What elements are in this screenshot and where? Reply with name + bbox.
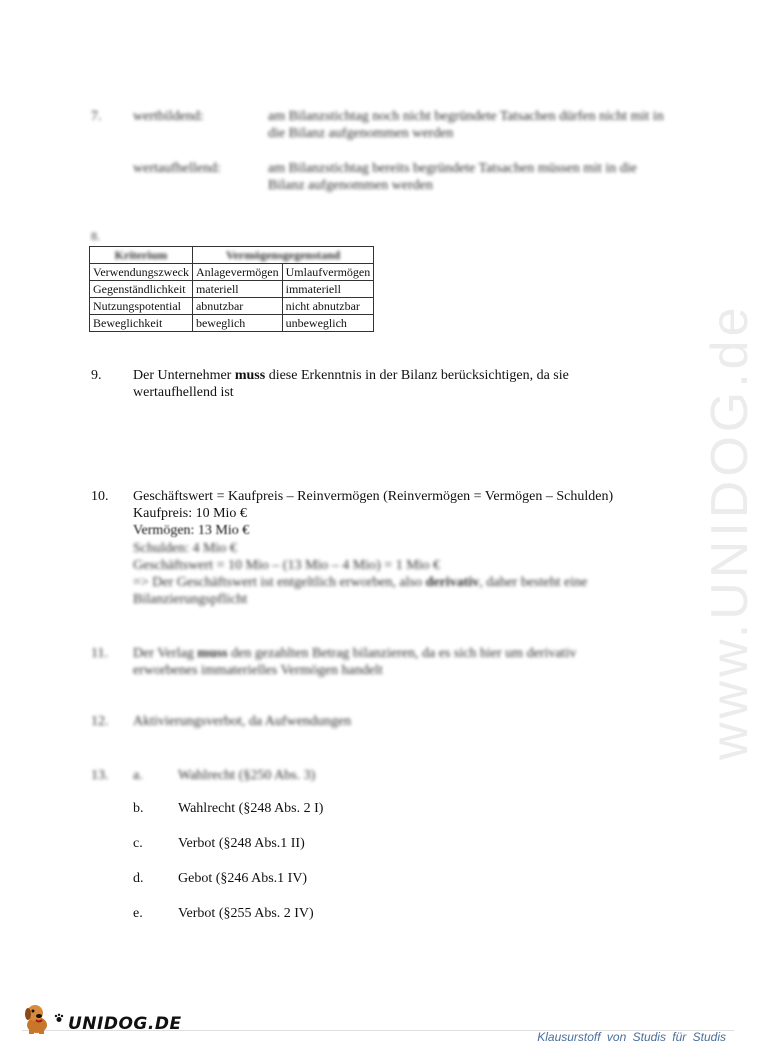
table-cell: beweglich	[192, 315, 282, 332]
conclusion-line-2: Bilanzierungspflicht	[133, 592, 248, 607]
item-letter: d.	[133, 871, 144, 886]
item-letter: c.	[133, 836, 143, 851]
emphasis: muss	[197, 646, 228, 661]
answer-11-line2: erworbenes immaterielles Vermögen handelt	[133, 663, 383, 678]
conclusion-line	[133, 574, 587, 591]
schulden-line: Schulden: 4 Mio €	[133, 541, 237, 556]
item-letter: a.	[133, 768, 143, 783]
item-text: Wahlrecht (§248 Abs. 2 I)	[178, 801, 324, 816]
term-wertaufhellend: wertaufhellend:	[133, 161, 221, 176]
table-cell: unbeweglich	[282, 315, 374, 332]
answer-number: 11.	[91, 646, 108, 661]
emphasis: derivativ	[425, 575, 480, 590]
table-row	[90, 315, 374, 332]
table-header-cell	[192, 247, 373, 264]
answer-text: Aktivierungsverbot, da Aufwendungen	[133, 714, 352, 729]
vermoegen-line: Vermögen: 13 Mio €	[133, 523, 250, 538]
dog-icon	[22, 1001, 52, 1040]
calculation-line: Geschäftswert = 10 Mio – (13 Mio – 4 Mio) = 1 Mio €	[133, 558, 441, 573]
answer-number: 12.	[91, 714, 109, 729]
item-letter: e.	[133, 906, 143, 921]
answer-number-8: 8.	[91, 229, 100, 243]
text-fragment: den gezahlten Betrag bilanzieren, da es sich hier um derivativ	[227, 646, 577, 661]
table-cell: nicht abnutzbar	[282, 298, 374, 315]
item-text: Verbot (§248 Abs.1 II)	[178, 836, 305, 851]
answer-text	[133, 367, 673, 384]
term-wertbildend: wertbildend:	[133, 109, 204, 124]
paw-icon	[54, 1010, 64, 1028]
formula-line: Geschäftswert = Kaufpreis – Reinvermögen (Reinvermögen = Vermögen – Schulden)	[133, 489, 614, 504]
table-cell: Verwendungszweck	[90, 264, 193, 281]
item-text: Gebot (§246 Abs.1 IV)	[178, 871, 308, 886]
logo-text: UNIDOG.DE	[68, 1014, 182, 1034]
table-cell: Umlaufvermögen	[282, 264, 374, 281]
table-cell: abnutzbar	[192, 298, 282, 315]
emphasis: muss	[234, 368, 266, 383]
criteria-table	[89, 246, 374, 332]
kaufpreis-line: Kaufpreis: 10 Mio €	[133, 506, 247, 521]
unidog-logo[interactable]	[22, 1000, 182, 1040]
answer-9-line2: wertaufhellend ist	[133, 385, 234, 400]
text-fragment: Der Unternehmer	[133, 368, 235, 383]
answer-number: 13.	[91, 768, 109, 783]
definition-wertbildend: am Bilanzstichtag noch nicht begründete Tatsachen dürfen nicht mit in die Bilanz aufgenommen werden	[268, 109, 664, 141]
table-cell: Gegenständlichkeit	[90, 281, 193, 298]
table-cell: Nutzungspotential	[90, 298, 193, 315]
answer-number: 9.	[91, 368, 102, 383]
text-fragment: , daher besteht eine	[479, 575, 588, 590]
text-fragment: Der Verlag	[133, 646, 198, 661]
answer-text	[133, 645, 673, 662]
table-cell: Anlagevermögen	[192, 264, 282, 281]
table-cell: Beweglichkeit	[90, 315, 193, 332]
text-fragment: => Der Geschäftswert ist entgeltlich erworben, also	[133, 575, 426, 590]
table-row	[90, 281, 374, 298]
text-fragment: diese Erkenntnis in der Bilanz berücksichtigen, da sie	[265, 368, 569, 383]
answer-number: 10.	[91, 489, 109, 504]
table-row	[90, 298, 374, 315]
table-header-row	[90, 247, 374, 264]
table-header-cell	[90, 247, 193, 264]
table-cell: immateriell	[282, 281, 374, 298]
header-criterion: Kriterium	[114, 248, 168, 262]
table-cell: materiell	[192, 281, 282, 298]
definition-wertaufhellend: am Bilanzstichtag bereits begründete Tatsachen müssen mit in die Bilanz aufgenommen werden	[268, 161, 637, 193]
header-asset: Vermögensgegenstand	[225, 248, 341, 262]
item-text: Wahlrecht (§250 Abs. 3)	[178, 768, 316, 783]
item-text: Verbot (§255 Abs. 2 IV)	[178, 906, 314, 921]
answer-number: 7.	[91, 109, 102, 124]
table-row	[90, 264, 374, 281]
footer-tagline: Klausurstoff von Studis für Studis	[537, 1030, 726, 1044]
item-letter: b.	[133, 801, 144, 816]
watermark: www.UNIDOG.de	[701, 303, 759, 760]
